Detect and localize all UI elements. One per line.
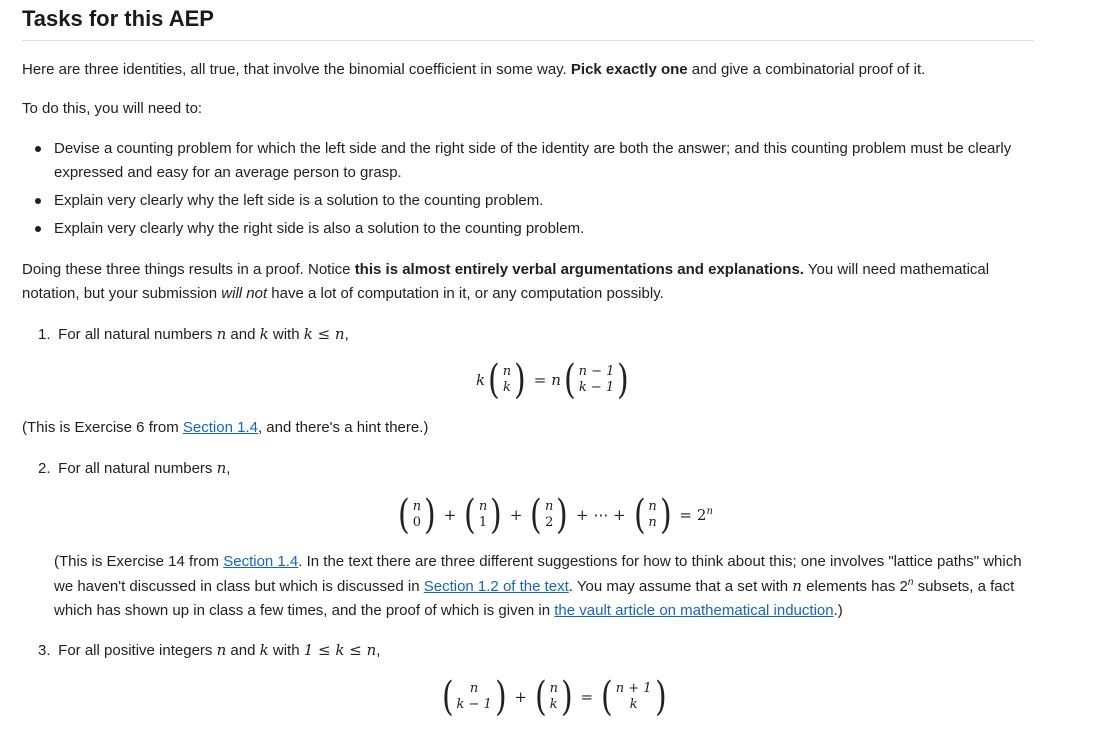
math-var: k <box>259 325 269 343</box>
section-1-2-link[interactable]: Section 1.2 of the text <box>423 578 569 595</box>
binom-bottom: 0 <box>412 515 422 530</box>
intro-text: Here are three identities, all true, that involve the binomial coefficient in some way. <box>22 61 571 78</box>
binom-stack <box>647 499 657 531</box>
binom-stack <box>544 499 554 531</box>
note-text-end: .) <box>833 602 843 619</box>
power-expression <box>697 506 713 524</box>
requirement-item: Explain very clearly why the left side is a solution to the counting problem. <box>22 189 1034 213</box>
power-base: 2 <box>696 506 707 524</box>
binom-bottom: k − 1 <box>456 697 492 712</box>
note-text: (This is Exercise 6 from <box>22 419 183 436</box>
binom-top: n + 1 <box>615 681 652 696</box>
binom-bottom: k − 1 <box>578 380 615 395</box>
identity-2-equation <box>0 490 1108 540</box>
right-paren: ) <box>424 492 436 538</box>
identity-2-statement <box>38 456 230 481</box>
proof-note-paragraph <box>22 258 1034 306</box>
binom-bottom: k <box>549 697 558 712</box>
equals-sign: = <box>679 506 692 524</box>
plus-sign: + <box>514 688 527 706</box>
section-1-4-link[interactable]: Section 1.4 <box>182 419 258 436</box>
right-paren: ) <box>654 674 667 720</box>
equals-sign: = <box>533 371 547 389</box>
note-text: . You may assume that a set with <box>568 578 793 595</box>
left-paren: ( <box>398 492 410 538</box>
proof-note-italic: will not <box>221 285 268 302</box>
note-text-end: , and there's a hint there.) <box>257 419 429 436</box>
binom-bottom: 1 <box>478 515 488 530</box>
binom-stack <box>412 499 422 531</box>
right-paren: ) <box>560 674 573 720</box>
math-var: n <box>216 641 227 659</box>
intro-text-end: and give a combinatorial proof of it. <box>687 61 926 78</box>
right-paren: ) <box>617 357 630 403</box>
binom-stack <box>549 681 559 713</box>
left-paren: ( <box>534 674 547 720</box>
item-text: For all natural numbers <box>58 326 217 343</box>
identity-1-note <box>22 416 1034 440</box>
item-text: and <box>226 642 260 659</box>
right-paren: ) <box>490 492 502 538</box>
proof-note-text-2: You will need mathematical notation, but your submission <box>22 261 990 302</box>
binom-top: n − 1 <box>578 364 615 379</box>
item-text: and <box>226 326 260 343</box>
note-text: subsets, a fact which has shown up in class a few times, and the proof of which is given in <box>54 578 1015 619</box>
identity-1-statement <box>38 322 349 347</box>
binom-stack <box>578 364 616 396</box>
plus-sign: + <box>509 506 523 524</box>
math-var: n <box>792 577 802 595</box>
binom-bottom: k <box>629 697 638 712</box>
item-text: with <box>268 642 304 659</box>
instructions-lead: To do this, you will need to: <box>22 100 203 117</box>
power-exponent: n <box>706 506 713 517</box>
right-paren: ) <box>514 357 526 403</box>
right-paren: ) <box>556 492 569 538</box>
math-var: k <box>476 371 486 389</box>
requirements-list <box>22 137 1034 245</box>
binom-bottom: 2 <box>545 515 554 530</box>
binom-bottom: n <box>648 515 657 530</box>
binomial <box>562 357 631 403</box>
binomial <box>599 674 668 720</box>
note-text: (This is Exercise 14 from <box>54 553 224 570</box>
math-var: k <box>259 641 269 659</box>
intro-bold: Pick exactly one <box>570 61 688 78</box>
binom-top: n <box>549 681 558 696</box>
left-paren: ( <box>488 357 500 403</box>
item-number: 3. <box>38 642 51 659</box>
item-text: , <box>344 326 349 343</box>
vault-induction-link[interactable]: the vault article on mathematical induction <box>554 602 834 619</box>
binomial <box>440 674 509 720</box>
binomial <box>533 674 575 720</box>
section-1-4-link[interactable]: Section 1.4 <box>223 553 299 570</box>
binom-top: n <box>502 364 512 379</box>
item-text: with <box>268 326 304 343</box>
binom-top: n <box>469 681 479 696</box>
left-paren: ( <box>530 492 543 538</box>
left-paren: ( <box>563 357 576 403</box>
item-text: , <box>226 460 231 477</box>
left-paren: ( <box>601 674 613 720</box>
note-text: elements has <box>801 578 900 595</box>
power-base: 2 <box>899 578 908 595</box>
right-paren: ) <box>659 492 672 538</box>
left-paren: ( <box>633 492 646 538</box>
proof-note-bold: this is almost entirely verbal argumentations and explanations. <box>354 261 804 278</box>
item-number: 1. <box>38 326 51 343</box>
binom-top: n <box>478 499 488 514</box>
note-text: . In the text there are three different suggestions for how to think about this; one involves "lattice paths" which we haven't discussed in class but which is discussed in <box>54 553 1022 595</box>
math-var: n <box>216 459 227 477</box>
binom-top: n <box>648 499 657 514</box>
item-text: For all positive integers <box>58 642 217 659</box>
ellipsis-sum: + ⋯ + <box>576 506 626 524</box>
binom-bottom: k <box>502 380 511 395</box>
plus-sign: + <box>443 506 457 524</box>
identity-1-equation <box>0 355 1108 405</box>
binomial <box>396 492 438 538</box>
binomial <box>486 357 528 403</box>
requirement-item: Explain very clearly why the right side is also a solution to the counting problem. <box>22 217 1034 241</box>
identity-3-equation <box>0 672 1108 722</box>
identity-2-note <box>54 550 1034 623</box>
math-condition: k ≤ n <box>303 325 345 343</box>
binom-stack <box>455 681 492 713</box>
requirement-item: Devise a counting problem for which the left side and the right side of the identity are both the answer; and this counting problem must be clearly expressed and easy for an average person to grasp. <box>22 137 1034 185</box>
binom-top: n <box>412 499 422 514</box>
left-paren: ( <box>441 674 454 720</box>
identity-3-statement <box>38 638 380 663</box>
math-var: n <box>551 371 561 389</box>
section-heading: Tasks for this AEP <box>22 6 1034 41</box>
binom-stack <box>502 364 512 396</box>
item-number: 2. <box>38 460 51 477</box>
right-paren: ) <box>494 674 507 720</box>
item-text: , <box>376 642 381 659</box>
binomial <box>528 492 570 538</box>
binomial <box>462 492 504 538</box>
binom-stack <box>478 499 488 531</box>
math-var: n <box>216 325 227 343</box>
binom-stack <box>615 681 653 713</box>
binom-top: n <box>545 499 554 514</box>
item-text: For all natural numbers <box>58 460 217 477</box>
proof-note-text-3: have a lot of computation in it, or any computation possibly. <box>267 285 664 302</box>
equals-sign: = <box>580 688 594 706</box>
intro-paragraph <box>22 58 1034 82</box>
math-condition: 1 ≤ k ≤ n <box>303 641 377 659</box>
left-paren: ( <box>464 492 476 538</box>
proof-note-text: Doing these three things results in a proof. Notice <box>22 261 355 278</box>
power-exponent: n <box>907 577 914 588</box>
binomial <box>632 492 674 538</box>
